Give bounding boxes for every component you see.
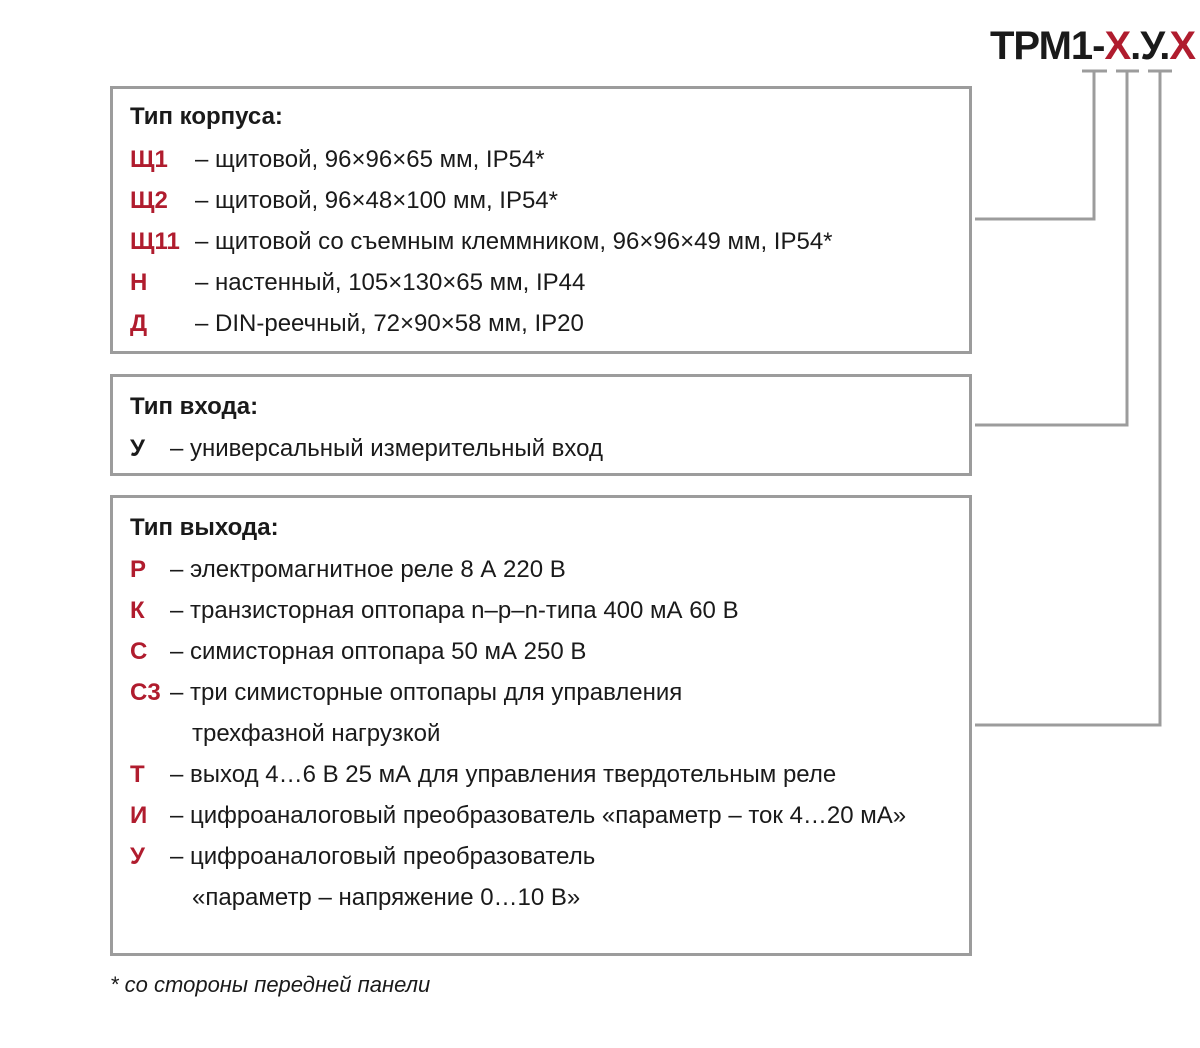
model-code: [990, 22, 1195, 70]
output-desc-line2: трехфазной нагрузкой: [192, 720, 441, 747]
housing-desc: – настенный, 105×130×65 мм, IP44: [195, 269, 586, 296]
output-desc: – выход 4…6 В 25 мА для управления твердотельным реле: [170, 761, 837, 788]
connector-output: [975, 71, 1160, 725]
housing-box: [110, 86, 972, 354]
connector-input: [975, 71, 1127, 425]
output-desc: – транзисторная оптопара n–p–n-типа 400 мА 60 В: [170, 597, 739, 624]
output-code: К: [130, 597, 145, 624]
housing-desc: – щитовой со съемным клеммником, 96×96×49 мм, IP54*: [195, 228, 833, 255]
output-title: Тип выхода:: [130, 514, 279, 541]
output-desc: – симисторная оптопара 50 мА 250 В: [170, 638, 587, 665]
output-desc-line2: «параметр – напряжение 0…10 В»: [192, 884, 581, 911]
model-code-prefix: ТРМ1-: [990, 24, 1105, 68]
footnote: * со стороны передней панели: [110, 972, 431, 997]
output-desc: – цифроаналоговый преобразователь «параметр – ток 4…20 мА»: [170, 802, 907, 829]
model-code-slot2: У: [1140, 24, 1160, 68]
output-box: [110, 495, 972, 956]
output-desc: – цифроаналоговый преобразователь: [170, 843, 596, 870]
output-desc: – электромагнитное реле 8 А 220 В: [170, 556, 566, 583]
housing-desc: – щитовой, 96×96×65 мм, IP54*: [195, 146, 545, 173]
housing-desc: – щитовой, 96×48×100 мм, IP54*: [195, 187, 558, 214]
output-code: С: [130, 638, 148, 665]
output-code: У: [130, 843, 145, 870]
output-code: С3: [130, 679, 161, 706]
housing-code: Д: [130, 310, 148, 337]
housing-code: Щ11: [130, 228, 180, 255]
housing-code: Щ1: [130, 146, 168, 173]
output-code: Т: [130, 761, 145, 788]
input-desc: – универсальный измерительный вход: [170, 435, 603, 462]
housing-title: Тип корпуса:: [130, 103, 283, 130]
model-code-slot1: Х: [1104, 24, 1131, 68]
input-title: Тип входа:: [130, 393, 259, 420]
housing-desc: – DIN-реечный, 72×90×58 мм, IP20: [195, 310, 584, 337]
input-box: [110, 374, 972, 476]
model-code-sep2: .: [1159, 24, 1170, 68]
connector-housing: [975, 71, 1094, 219]
output-code: И: [130, 802, 148, 829]
output-desc: – три симисторные оптопары для управления: [170, 679, 683, 706]
housing-code: Щ2: [130, 187, 168, 214]
model-code-slot3: Х: [1169, 24, 1195, 68]
model-code-sep1: .: [1130, 24, 1141, 68]
housing-code: Н: [130, 269, 148, 296]
output-code: Р: [130, 556, 147, 583]
input-code: У: [130, 435, 145, 462]
